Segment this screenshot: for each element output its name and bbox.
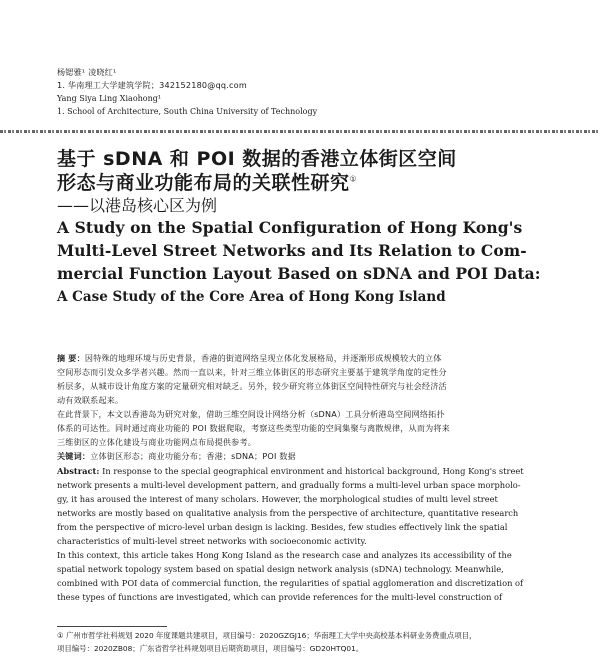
title-cn-line2 bbox=[57, 168, 357, 195]
abstract-cn-line: 空间形态而引发众多学者兴趣。然而一直以来，针对三维立体街区的形态研究主要基于建筑学角度的定性分 bbox=[57, 367, 447, 377]
abstract-cn-text: 因特殊的地理环境与历史背景，香港的街道网络呈现立体化发展格局，并逐渐形成规模较大的立体 bbox=[84, 353, 442, 363]
abstract-en-line bbox=[57, 466, 524, 477]
author-affiliation-cn: 1. 华南理工大学建筑学院；342152180@qq.com bbox=[57, 80, 247, 90]
footnote-line2: 项目编号：2020ZB08；广东省哲学社科规划项目后期资助项目，项目编号：GD20HTQ01。 bbox=[57, 644, 364, 653]
abstract-en-line: gy, it has aroused the interest of many scholars. However, the morphological studies of multi level street bbox=[57, 494, 498, 504]
abstract-cn-label: 摘 要： bbox=[57, 353, 85, 363]
footnote-mark: ① bbox=[349, 174, 358, 184]
footnote-line1: ① 广州市哲学社科规划 2020 年度课题共建项目，项目编号：2020GZGJ16；华南理工大学中央高校基本科研业务费重点项目， bbox=[57, 631, 477, 640]
abstract-en-line: characteristics of multi-level street networks with socioeconomic activity. bbox=[57, 536, 367, 546]
title-cn-line2-text: 形态与商业功能布局的关联性研究 bbox=[57, 172, 350, 194]
abstract-cn-line: 在此背景下，本文以香港岛为研究对象，借助三维空间设计网络分析（sDNA）工具分析港岛空间网络拓扑 bbox=[57, 409, 445, 419]
abstract-en-text: In response to the special geographical environment and historical background, Hong Kong's street bbox=[102, 466, 524, 476]
author-names-cn: 杨锶雅¹ 凌晓红¹ bbox=[57, 67, 117, 77]
title-en-line1: A Study on the Spatial Configuration of Hong Kong's bbox=[57, 218, 523, 237]
abstract-cn-line: 体系的可达性。同时通过商业功能的 POI 数据爬取，考察这些类型功能的空间集聚与离散规律，从而为将来 bbox=[57, 423, 451, 433]
subtitle-en: A Case Study of the Core Area of Hong Kong Island bbox=[57, 289, 446, 305]
abstract-en-line: from the perspective of micro-level urban design is lacking. Besides, few studies effectively link the spatial bbox=[57, 522, 508, 532]
abstract-en-line: these types of functions are investigated, which can provide references for the multi-level construction of bbox=[57, 592, 503, 602]
abstract-en-line: spatial network topology system based on spatial design network analysis (sDNA) technology. Meanwhile, bbox=[57, 564, 504, 574]
footnote-rule bbox=[57, 626, 167, 627]
author-affiliation-en: 1. School of Architecture, South China University of Technology bbox=[57, 107, 318, 116]
abstract-en-line: networks are mostly based on qualitative analysis from the perspective of architecture, quantitative research bbox=[57, 508, 519, 518]
abstract-en-line: combined with POI data of commercial function, the regularities of spatial agglomeration and discretization of bbox=[57, 578, 524, 588]
author-names-en: Yang Siya Ling Xiaohong¹ bbox=[57, 94, 162, 103]
title-en-line2: Multi-Level Street Networks and Its Relation to Com- bbox=[57, 241, 527, 260]
abstract-cn-line bbox=[57, 353, 442, 364]
abstract-en-line: network presents a multi-level development pattern, and gradually forms a multi-level urban space morpholo- bbox=[57, 480, 521, 490]
abstract-en-line: In this context, this article takes Hong Kong Island as the research case and analyzes its accessibility of the bbox=[57, 550, 512, 560]
title-cn-line1: 基于 sDNA 和 POI 数据的香港立体街区空间 bbox=[57, 148, 457, 170]
abstract-cn-line: 动有效联系起来。 bbox=[57, 395, 124, 405]
title-en-line3: mercial Function Layout Based on sDNA and POI Data: bbox=[57, 264, 541, 283]
abstract-cn-line: 析层多，从城市设计角度方案的定量研究相对缺乏。另外，较少研究将立体街区空间特性研究与社会经济活 bbox=[57, 381, 447, 391]
keywords-cn-text: 立体街区形态；商业功能分布；香港；sDNA；POI 数据 bbox=[90, 451, 296, 461]
abstract-cn-line: 三维街区的立体化建设与商业功能网点布局提供参考。 bbox=[57, 437, 257, 447]
keywords-cn-label: 关键词： bbox=[57, 451, 91, 461]
abstract-en-label: Abstract: bbox=[57, 466, 100, 476]
header-rule bbox=[0, 130, 600, 133]
keywords-cn bbox=[57, 451, 296, 462]
subtitle-cn: ——以港岛核心区为例 bbox=[57, 196, 218, 215]
